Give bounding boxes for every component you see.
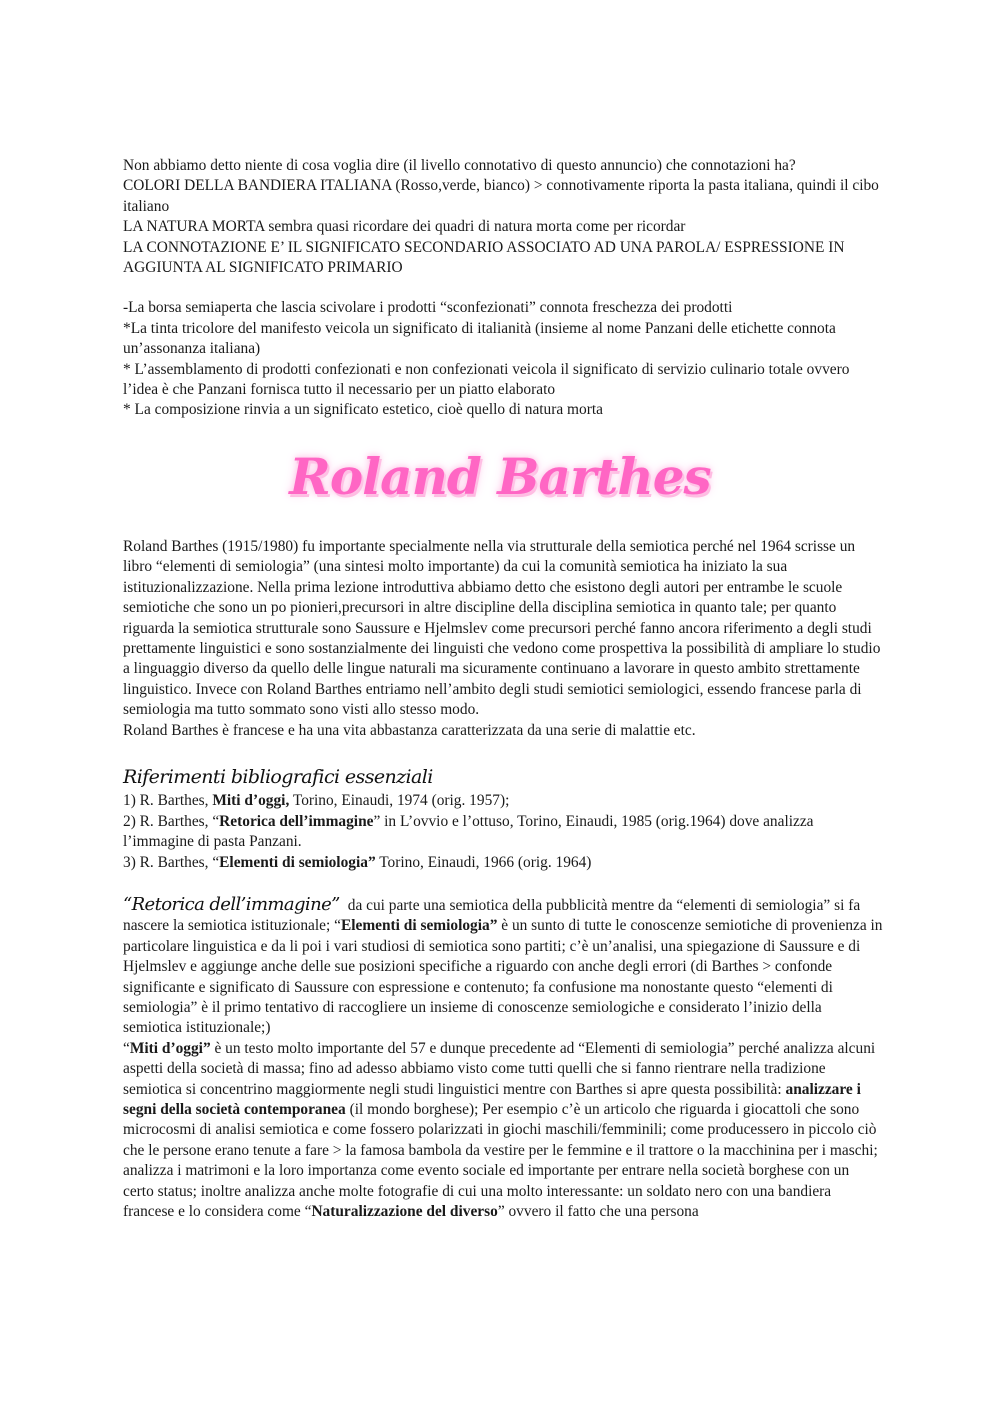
barthes-section (123, 537, 883, 741)
list-item: * La composizione rinvia a un significato estetico, cioè quello di natura morta (123, 401, 603, 419)
list-item: *La tinta tricolore del manifesto veicola un significato di italianità (insieme al nome Panzani delle etichette connota un’assonanza italiana) (123, 319, 836, 358)
connotation-list (123, 298, 883, 420)
reference-item: 3) R. Barthes, “Elementi di semiologia” Torino, Einaudi, 1966 (orig. 1964) (123, 853, 592, 871)
reference-item: 2) R. Barthes, “Retorica dell’immagine” in L’ovvio e l’ottuso, Torino, Einaudi, 1985 (orig.1964) dove analizza l’immagine di pasta Panzani. (123, 812, 814, 851)
document-page (123, 156, 883, 1222)
miti-paragraph: “Miti d’oggi” è un testo molto importante del 57 e dunque precedente ad “Elementi di semiologia” perché analizza alcuni aspetti della società di massa; fino ad adesso abbiamo visto come tutti quelli che si fanno rientrare nella tradizione semiotica si concentrino maggiormente negli studi linguistici mentre con Barthes si apre questa possibilità: analizzare i segni della società contemporanea (il mondo borghese); Per esempio c’è un articolo che riguarda i giocattoli che sono microcosmi di analisi semiotica e come fossero polarizzati in giochi maschili/femminili; come producessero in piccolo ciò che le persone erano tenute a fare > la famosa bambola da vestire per le femmine e il trattore o la macchinina per i maschi; analizza i matrimoni e la loro importanza come evento sociale ed importante per entrare nella società borghese con un certo status; inoltre analizza anche molte fotografie di cui una molto interessante: un soldato nero con una bandiera francese e lo considera come “Naturalizzazione del diverso” ovvero il fatto che una persona (123, 1039, 878, 1221)
reference-title: Miti d’oggi, (212, 792, 290, 810)
reference-item: 1) R. Barthes, Miti d’oggi, Torino, Einaudi, 1974 (orig. 1957); (123, 792, 510, 810)
reference-title: Elementi di semiologia” (219, 853, 376, 871)
retorica-paragraph: “Retorica dell’immagine” da cui parte una semiotica della pubblicità mentre da “elementi di semiologia” si fa nascere la semiotica istituzionale; “Elementi di semiologia” è un sunto di tutte le conoscenze semiotiche di provenienza in particolare linguistica e da li poi i vari studiosi di semiotica sono partiti; c’è un’analisi, una spiegazione di Saussure e di Hjelmslev e aggiunge anche delle sue posizioni specifiche a riguardo con anche degli errori (di Barthes > confonde significante e significato di Saussure con espressione e contenuto; fa confusione ma nonostante questo “elementi di semiologia” è il primo tentativo di raccogliere un insieme di conoscenze semiologiche e considerato l’inizio della semiotica istituzionale;) (123, 893, 883, 1037)
intro-line: Non abbiamo detto niente di cosa voglia dire (il livello connotativo di questo annuncio) che connotazioni ha? (123, 157, 796, 174)
barthes-paragraph: Roland Barthes (1915/1980) fu importante specialmente nella via strutturale della semiotica perché nel 1964 scrisse un libro “elementi di semiologia” (una sintesi molto importante) da cui la comunità semiotica ha iniziato la sua istituzionalizzazione. Nella prima lezione introduttiva abbiamo detto che esistono degli autori per entrambe le scuole semiotiche che sono un po pionieri,precursori in altre discipline della disciplina semiotica in quanto tale; per quanto riguarda la semiotica strutturale sono Saussure e Hjelmslev come precursori perché fanno ancora riferimento a degli studi prettamente linguistici e sono sostanzialmente dei linguisti che vedono come prospettiva la possibilità di ampliare lo studio a linguaggio diverso da quello delle lingue naturali ma sicuramente continuano a lavorare in questo ambito strettamente linguistico. Invece con Roland Barthes entriamo nell’ambito degli studi semiotici semiologici, essendo francese parla di semiologia ma tutto sommato sono visti allo stesso modo. (123, 537, 881, 719)
banner-title: Roland Barthes (289, 446, 711, 506)
intro-section (123, 156, 883, 278)
list-item: -La borsa semiaperta che lascia scivolare i prodotti “sconfezionati” connota freschezza dei prodotti (123, 299, 733, 317)
reference-title: Retorica dell’immagine (219, 812, 374, 830)
intro-line: LA NATURA MORTA sembra quasi ricordare dei quadri di natura morta come per ricordar (123, 218, 686, 236)
retorica-heading: “Retorica dell’immagine” (123, 893, 340, 915)
barthes-note: Roland Barthes è francese e ha una vita abbastanza caratterizzata da una serie di malattie etc. (123, 721, 696, 739)
intro-line: COLORI DELLA BANDIERA ITALIANA (Rosso,verde, bianco) > connotivamente riporta la pasta italiana, quindi il cibo italiano (123, 177, 879, 215)
intro-line: LA CONNOTAZIONE E’ IL SIGNIFICATO SECONDARIO ASSOCIATO AD UNA PAROLA/ ESPRESSIONE IN AGGIUNTA AL SIGNIFICATO PRIMARIO (123, 238, 845, 277)
references-list (123, 791, 883, 873)
spacer (123, 278, 883, 298)
title-banner (0, 421, 1000, 533)
retorica-section (123, 895, 883, 1223)
references-heading: Riferimenti bibliografici essenziali (123, 765, 433, 788)
list-item: * L’assemblamento di prodotti confezionati e non confezionati veicola il significato di servizio culinario totale ovvero l’idea è che Panzani fornisca tutto il necessario per un piatto elaborato (123, 360, 850, 399)
